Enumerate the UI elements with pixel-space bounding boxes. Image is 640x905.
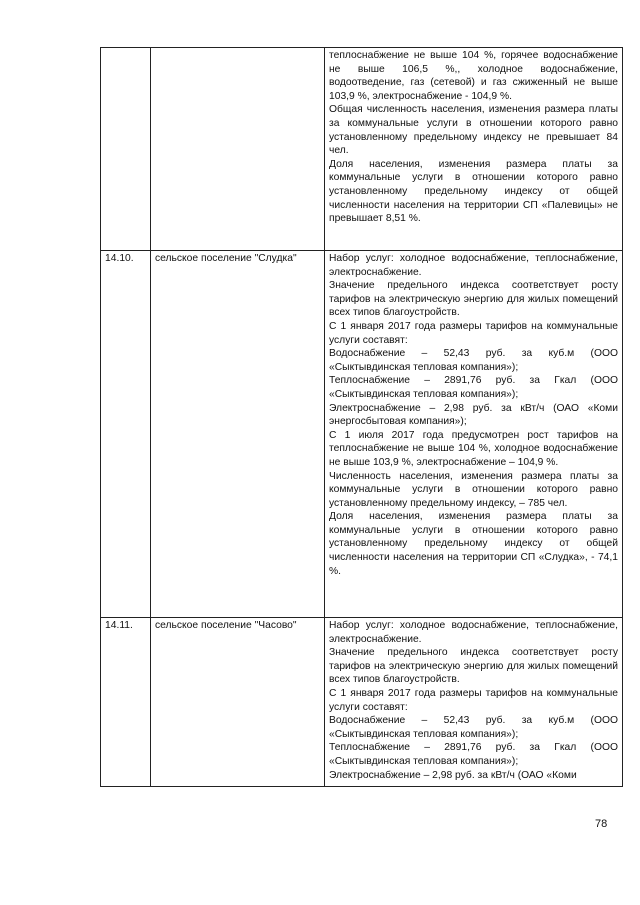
row-description: [325, 48, 623, 251]
paragraph: Водоснабжение – 52,43 руб. за куб.м (ООО «Сыктывдинская тепловая компания»);: [329, 715, 618, 740]
paragraph: Электроснабжение – 2,98 руб. за кВт/ч (ОАО «Коми энергосбытовая компания»);: [329, 402, 618, 428]
paragraph: Теплоснабжение – 2891,76 руб. за Гкал (ООО «Сыктывдинская тепловая компания»);: [329, 375, 618, 400]
paragraph: Значение предельного индекса соответствует росту тарифов на электрическую энергию для жилых помещений всех типов благоустройств.: [329, 647, 618, 686]
table-row: [101, 251, 623, 618]
paragraph: теплоснабжение не выше 104 %, горячее водоснабжение не выше 106,5 %,, холодное водоснабжение, водоотведение, газ (сетевой) и газ сжиженный не выше 103,9 %, электроснабжение - 104,9 %.: [329, 50, 618, 102]
paragraph: Общая численность населения, изменения размера платы за коммунальные услуги в отношении которого равно установленному предельному индексу не превышает 84 чел.: [329, 104, 618, 157]
paragraph: Набор услуг: холодное водоснабжение, теплоснабжение, электроснабжение.: [329, 620, 618, 645]
paragraph: С 1 января 2017 года размеры тарифов на коммунальные услуги составят:: [329, 687, 618, 713]
paragraph: С 1 июля 2017 года предусмотрен рост тарифов на теплоснабжение не выше 104 %, холодное водоснабжение не выше 103,9 %, электроснабжение – 104,9 %.: [329, 429, 618, 468]
paragraph: Электроснабжение – 2,98 руб. за кВт/ч (ОАО «Коми: [329, 769, 577, 781]
table-row: [101, 48, 623, 251]
document-table: [100, 47, 623, 787]
paragraph: Значение предельного индекса соответствует росту тарифов на электрическую энергию для жилых помещений всех типов благоустройств.: [329, 280, 618, 319]
settlement-name: сельское поселение "Часово": [151, 618, 325, 787]
row-description: [325, 618, 623, 787]
row-number: 14.10.: [101, 251, 151, 618]
row-number: [101, 48, 151, 251]
paragraph: С 1 января 2017 года размеры тарифов на коммунальные услуги составят:: [329, 320, 618, 346]
row-number: 14.11.: [101, 618, 151, 787]
paragraph: Водоснабжение – 52,43 руб. за куб.м (ООО «Сыктывдинская тепловая компания»);: [329, 348, 618, 373]
paragraph: Набор услуг: холодное водоснабжение, теплоснабжение, электроснабжение.: [329, 253, 618, 278]
row-description: [325, 251, 623, 618]
paragraph: Доля населения, изменения размера платы за коммунальные услуги в отношении которого равно установленному предельному индексу от общей численности населения на территории СП «Слудка», - 74,1 %.: [329, 511, 618, 577]
settlement-name: [151, 48, 325, 251]
table-row: [101, 618, 623, 787]
paragraph: Доля населения, изменения размера платы за коммунальные услуги в отношении которого равно установленному предельному индексу от общей численности населения на территории СП «Палевицы» не превышает 8,51 %.: [329, 158, 618, 225]
page-number: 78: [595, 818, 608, 830]
paragraph: Теплоснабжение – 2891,76 руб. за Гкал (ООО «Сыктывдинская тепловая компания»);: [329, 742, 618, 767]
settlement-name: сельское поселение "Слудка": [151, 251, 325, 618]
paragraph: Численность населения, изменения размера платы за коммунальные услуги в отношении которого равно установленному предельному индексу, – 785 чел.: [329, 470, 618, 509]
